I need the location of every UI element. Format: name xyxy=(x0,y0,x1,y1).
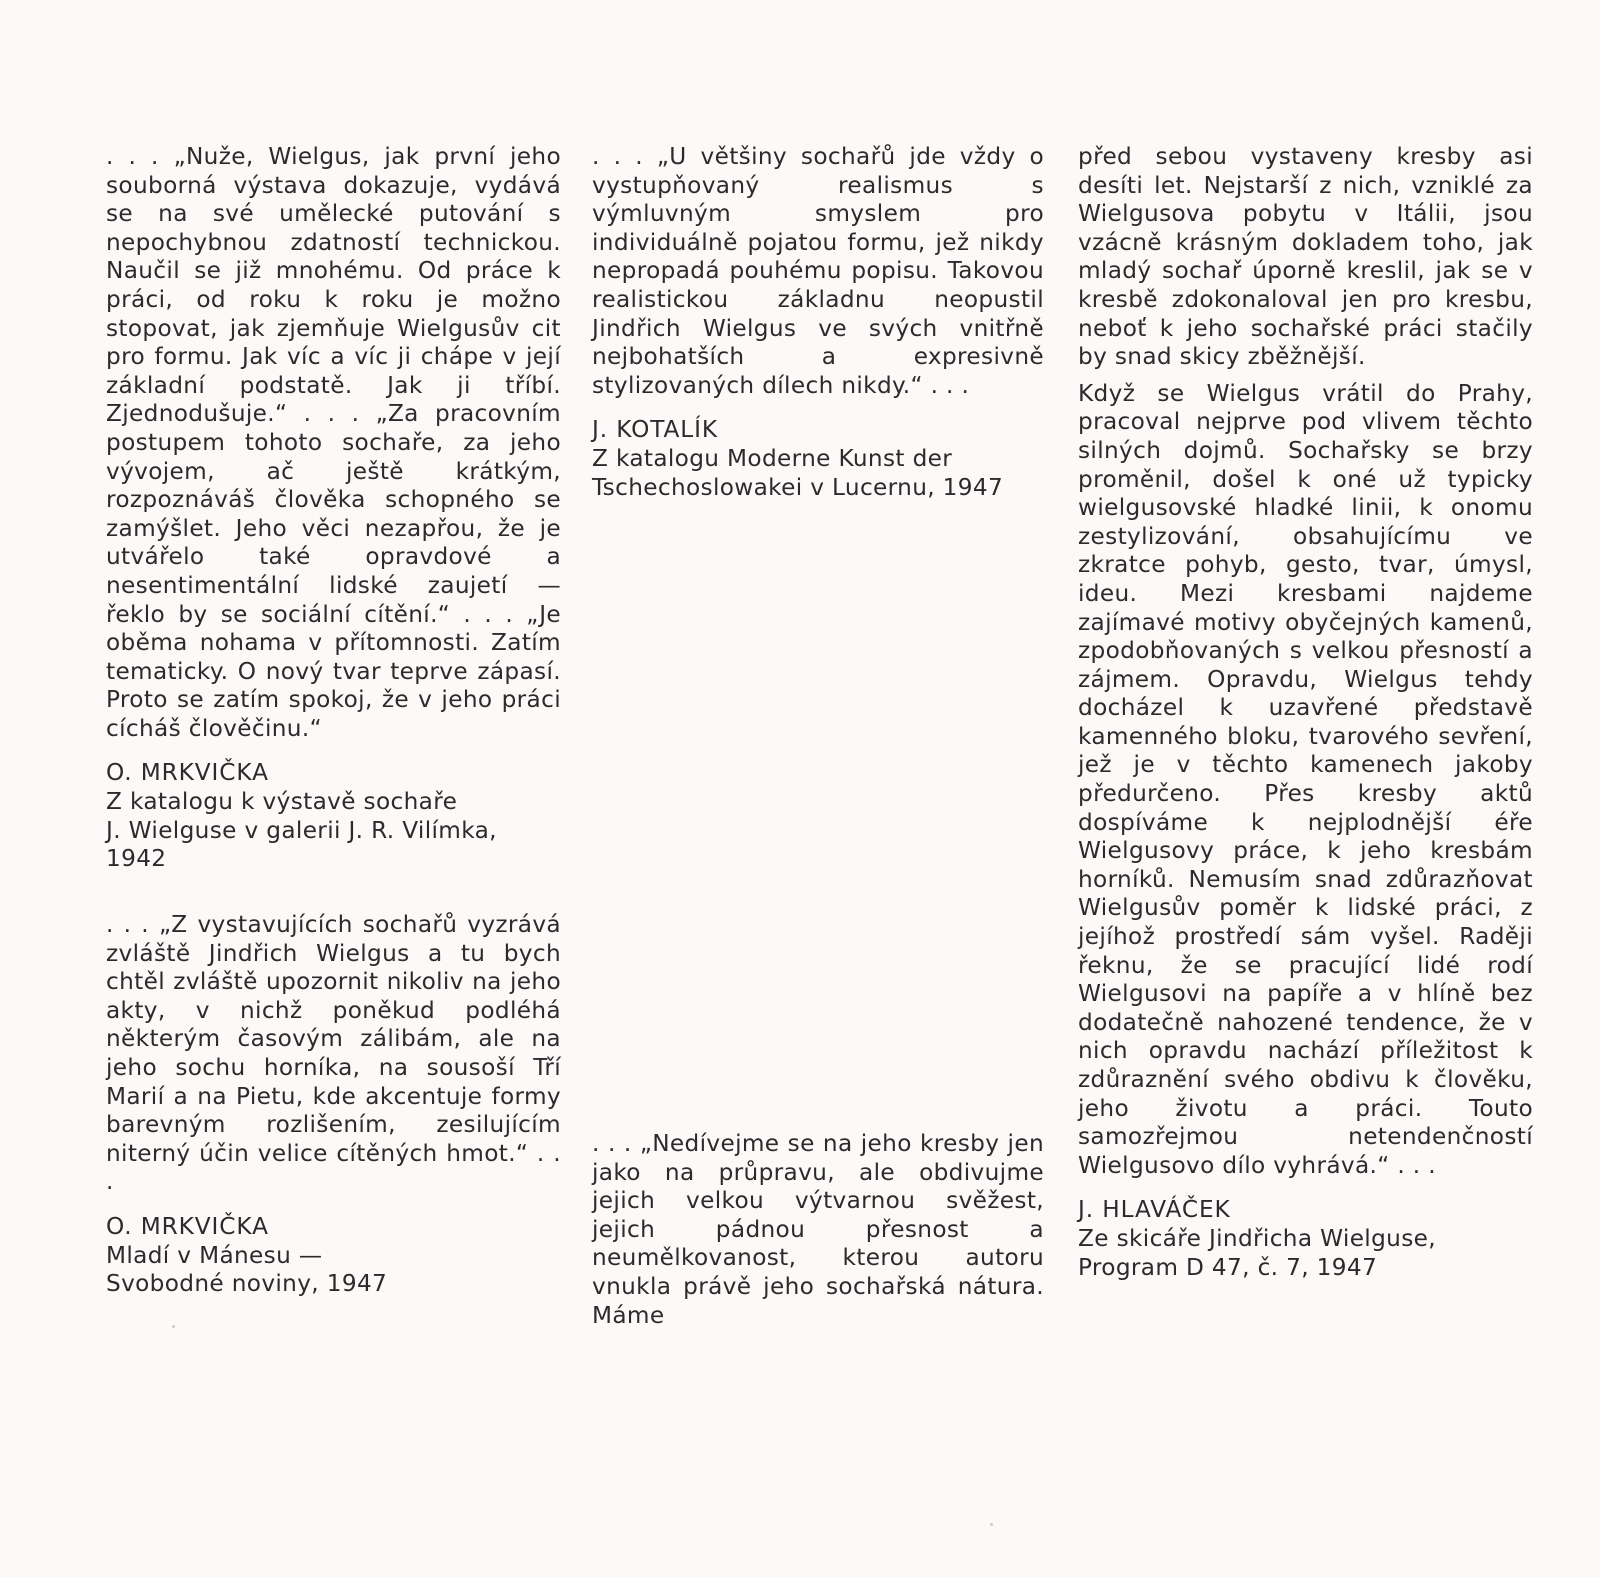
quote-1-source-line: J. Wielguse v galerii J. R. Vilímka, xyxy=(106,816,497,844)
quote-3-attribution xyxy=(592,416,1044,502)
quote-4-paragraph-1: před sebou vystaveny kresby asi desíti let. Nejstarší z nich, vzniklé za Wielgusova pobytu v Itálii, jsou vzácně krásným dokladem toho, jak mladý sochař úporně kreslil, jak se v kresbě zdokonaloval jen pro kresbu, neboť k jeho sochařské práci stačily by snad skicy zběžnější. xyxy=(1078,143,1533,371)
quote-2-attribution xyxy=(106,1213,561,1299)
paper-speck xyxy=(172,1325,175,1328)
quote-4-text: . . . „Nedívejme se na jeho kresby jen jako na průpravu, ale obdivujme jejich velkou výtvarnou svěžest, jejich pádnou přesnost a neumělkovanost, kterou autoru vnukla právě jeho sochařská nátura. Máme xyxy=(592,1130,1044,1329)
quote-block-4 xyxy=(592,1130,1044,1330)
quote-1-text: . . . „Nuže, Wielgus, jak první jeho souborná výstava dokazuje, vydává se na své umělecké putování s nepochybnou zdatností technickou. Naučil se již mnohému. Od práce k práci, od roku k roku je možno stopovat, jak zjemňuje Wielgusův cit pro formu. Jak víc a víc ji chápe v její základní podstatě. Jak ji tříbí. Zjednodušuje.“ . . . „Za pracovním postupem tohoto sochaře, za jeho vývojem, ač ještě krátkým, rozpoznáváš člověka schopného se zamýšlet. Jeho věci nezapřou, že je utvářelo také opravdové a nesentimentální lidské zaujetí — řeklo by se sociální cítění.“ . . . „Je oběma nohama v přítomnosti. Zatím tematicky. O nový tvar teprve zápasí. Proto se zatím spokoj, že v jeho práci cícháš člověčinu.“ xyxy=(106,143,561,742)
paper-speck xyxy=(990,1523,993,1526)
quote-1-author: O. MRKVIČKA xyxy=(106,759,269,787)
quote-block-2 xyxy=(106,911,561,1299)
quote-3-text: . . . „U většiny sochařů jde vždy o vystupňovaný realismus s výmluvným smyslem pro individuálně pojatou formu, jež nikdy nepropadá pouhému popisu. Takovou realistickou základnu neopustil Jindřich Wielgus ve svých vnitřně nejbohatších a expresivně stylizovaných dílech nikdy.“ . . . xyxy=(592,143,1044,399)
quote-3-source-line: Z katalogu Moderne Kunst der xyxy=(592,444,953,472)
quote-4-author: J. HLAVÁČEK xyxy=(1078,1196,1231,1224)
quote-3-source-line: Tschechoslowakei v Lucernu, 1947 xyxy=(592,473,1004,501)
quote-3-author: J. KOTALÍK xyxy=(592,416,718,444)
quote-block-4-continued xyxy=(1078,143,1533,1282)
quote-1-attribution xyxy=(106,759,561,873)
quote-2-source-line: Svobodné noviny, 1947 xyxy=(106,1270,388,1298)
quote-block-3 xyxy=(592,143,1044,502)
quote-4-source-line: Program D 47, č. 7, 1947 xyxy=(1078,1253,1378,1281)
quote-4-paragraph-2: Když se Wielgus vrátil do Prahy, pracoval nejprve pod vlivem těchto silných dojmů. Sochařsky se brzy proměnil, došel k oné už typicky wielgusovské hladké linii, k onomu zestylizování, obsahujícímu ve zkratce pohyb, gesto, tvar, úmysl, ideu. Mezi kresbami najdeme zajímavé motivy obyčejných kamenů, zpodobňovaných s velkou přesností a zájmem. Opravdu, Wielgus tehdy docházel k uzavřené představě kamenného bloku, tvarového sevření, jež je v těchto kamenech jakoby předurčeno. Přes kresby aktů dospíváme k nejplodnější éře Wielgusovy práce, k jeho kresbám horníků. Nemusím snad zdůrazňovat Wielgusův poměr k lidské práci, z jejíhož prostředí sám vyšel. Raději řeknu, že se pracující lidé rodí Wielgusovi na papíře a v hlíně bez dodatečně nahozené tendence, že v nich opravdu nachází příležitost k zdůraznění svého obdivu k člověku, jeho životu a práci. Touto samozřejmou netendenčností Wielgusovo dílo vyhrává.“ . . . xyxy=(1078,379,1533,1179)
quote-1-source-line: 1942 xyxy=(106,845,167,873)
quote-4-source-line: Ze skicáře Jindřicha Wielguse, xyxy=(1078,1224,1436,1252)
quote-4-attribution xyxy=(1078,1196,1533,1282)
quote-2-source-line: Mladí v Mánesu — xyxy=(106,1241,323,1269)
quote-1-source-line: Z katalogu k výstavě sochaře xyxy=(106,788,458,816)
quote-2-text: . . . „Z vystavujících sochařů vyzrává zvláště Jindřich Wielgus a tu bych chtěl zvláště upozornit nikoliv na jeho akty, v nichž poněkud podléhá některým časovým zálibám, ale na jeho sochu horníka, na sousoší Tří Marií a na Pietu, kde akcentuje formy barevným rozlišením, zesilujícím niterný účin velice cítěných hmot.“ . . . xyxy=(106,911,561,1196)
quote-2-author: O. MRKVIČKA xyxy=(106,1212,269,1240)
quote-block-1 xyxy=(106,143,561,874)
